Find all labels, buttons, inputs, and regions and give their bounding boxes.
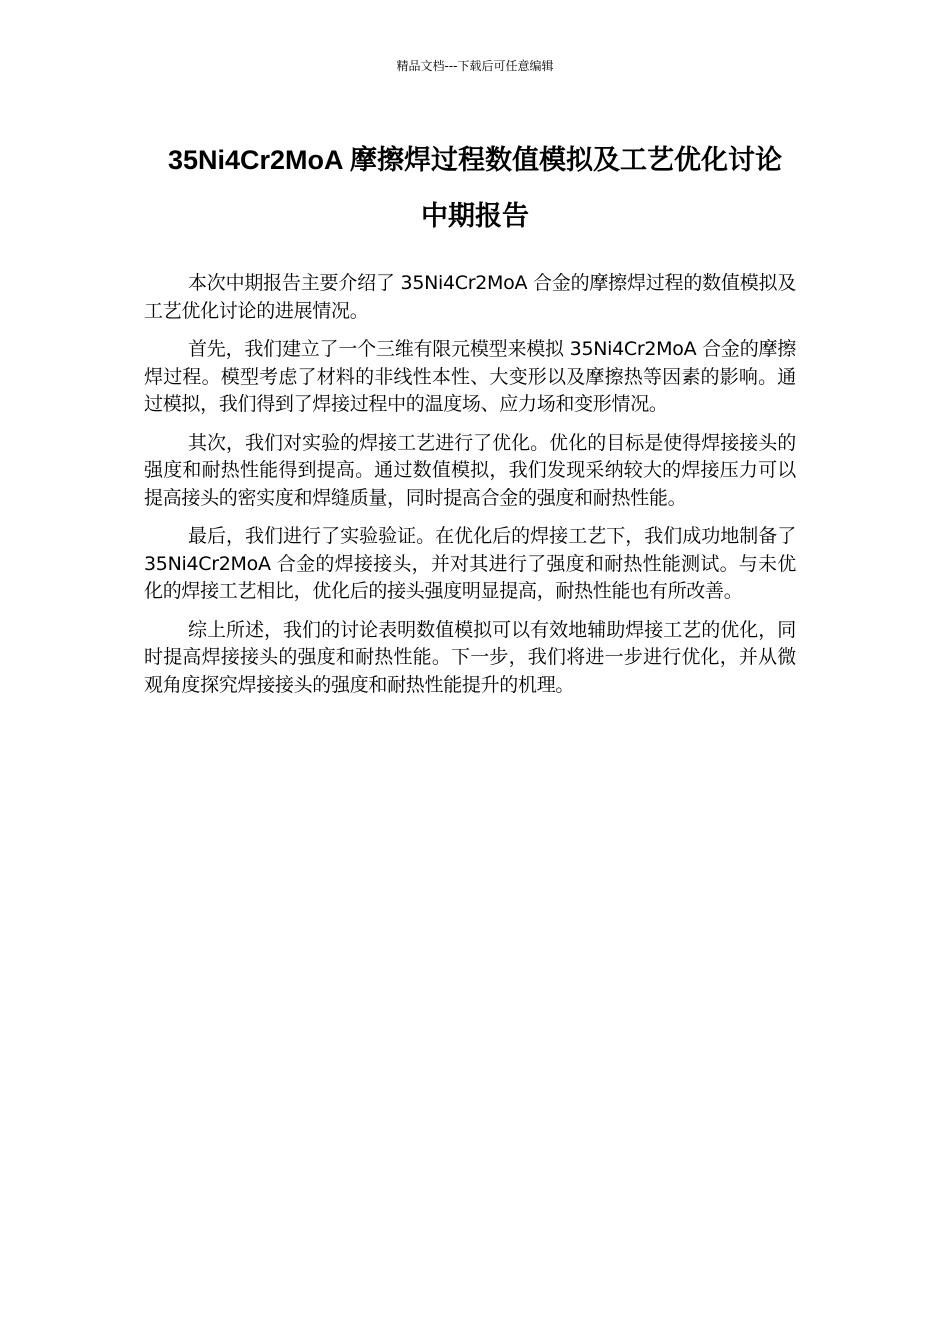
paragraph-optimization: 其次，我们对实验的焊接工艺进行了优化。优化的目标是使得焊接接头的强度和耐热性能得到提高。通过数值模拟，我们发现采纳较大的焊接压力可以提高接头的密实度和焊缝质量，同时提高合金的强度和耐热性能。 — [144, 431, 796, 509]
document-title — [120, 132, 830, 244]
paragraph-intro: 本次中期报告主要介绍了 35Ni4Cr2MoA 合金的摩擦焊过程的数值模拟及工艺优化讨论的进展情况。 — [144, 272, 796, 322]
document-body — [144, 270, 796, 710]
paragraph-model: 首先，我们建立了一个三维有限元模型来模拟 35Ni4Cr2MoA 合金的摩擦焊过程。模型考虑了材料的非线性本性、大变形以及摩擦热等因素的影响。通过模拟，我们得到了焊接过程中的温度场、应力场和变形情况。 — [144, 338, 796, 415]
page-header: 精品文档---下载后可任意编辑 — [396, 59, 554, 73]
paragraph-verification: 最后，我们进行了实验验证。在优化后的焊接工艺下，我们成功地制备了 35Ni4Cr2MoA 合金的焊接接头，并对其进行了强度和耐热性能测试。与未优化的焊接工艺相比，优化后的接头强度明显提高，耐热性能也有所改善。 — [144, 525, 796, 602]
paragraph-summary: 综上所述，我们的讨论表明数值模拟可以有效地辅助焊接工艺的优化，同时提高焊接接头的强度和耐热性能。下一步，我们将进一步进行优化，并从微观角度探究焊接接头的强度和耐热性能提升的机理。 — [144, 618, 796, 696]
title-line-1: 35Ni4Cr2MoA 摩擦焊过程数值模拟及工艺优化讨论 — [167, 145, 783, 175]
title-line-2: 中期报告 — [421, 201, 529, 231]
